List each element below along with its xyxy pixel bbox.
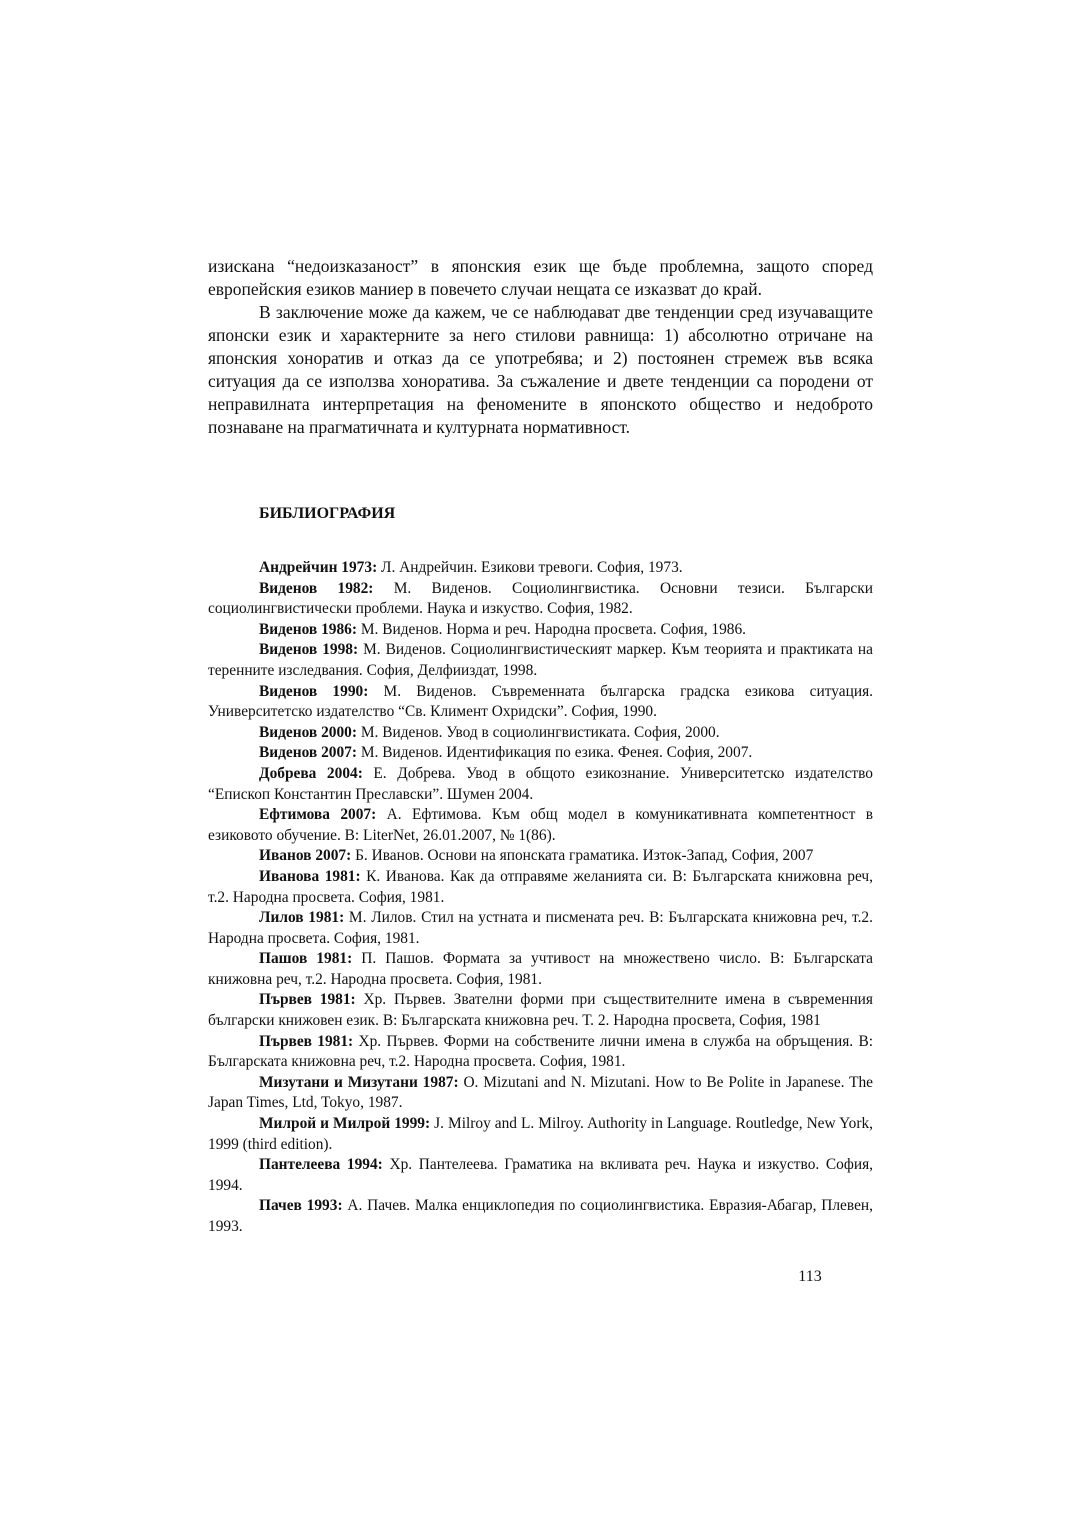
bibliography-entry <box>208 723 873 744</box>
entry-key: Иванов 2007: <box>259 847 352 865</box>
entry-text: М. Лилов. Стил на устната и писмената реч. В: Българската книжовна реч, т.2. Народна просвета. София, 1981. <box>208 909 873 947</box>
bibliography-entry <box>208 640 873 681</box>
entry-key: Първев 1981: <box>259 991 356 1009</box>
bibliography-entry <box>208 620 873 641</box>
entry-text: П. Пашов. Формата за учтивост на множествено число. В: Българската книжовна реч, т.2. Народна просвета. София, 1981. <box>208 950 873 988</box>
bibliography-entry <box>208 805 873 846</box>
bibliography-list <box>208 558 873 1238</box>
entry-key: Милрой и Милрой 1999: <box>259 1115 431 1133</box>
entry-key: Ефтимова 2007: <box>259 806 377 824</box>
entry-key: Лилов 1981: <box>259 909 345 927</box>
bibliography-entry <box>208 1114 873 1155</box>
entry-key: Мизутани и Мизутани 1987: <box>259 1073 459 1091</box>
bibliography-entry <box>208 1155 873 1196</box>
entry-key: Пантелеева 1994: <box>259 1156 383 1174</box>
bibliography-entry <box>208 990 873 1031</box>
entry-text: М. Виденов. Идентификация по езика. Фенея. София, 2007. <box>357 744 753 762</box>
bibliography-entry <box>208 1196 873 1237</box>
entry-key: Добрева 2004: <box>259 764 363 782</box>
bibliography-entry <box>208 908 873 949</box>
entry-key: Андрейчин 1973: <box>259 559 378 576</box>
bibliography-entry <box>208 743 873 764</box>
bibliography-entry <box>208 867 873 908</box>
entry-text: O. Mizutani and N. Mizutani. How to Be Polite in Japanese. The Japan Times, Ltd, Tokyo, 1987. <box>208 1073 873 1112</box>
entry-text: Б. Иванов. Основи на японската граматика. Изток-Запад, София, 2007 <box>351 847 814 865</box>
entry-key: Виденов 2007: <box>259 744 357 762</box>
bibliography-entry <box>208 1073 873 1114</box>
bibliography-entry <box>208 682 873 723</box>
entry-text: Хр. Първев. Форми на собствените лични имена в служба на обръщения. В: Българската книжовна реч, т.2. Народна просвета. София, 1981. <box>208 1032 873 1071</box>
entry-text: М. Виденов. Съвременната българска градска езикова ситуация. Университетско издателство “Св. Климент Охридски”. София, 1990. <box>208 682 873 721</box>
entry-text: М. Виденов. Социолингвистика. Основни тезиси. Български социолингвистически проблеми. Наука и изкуство. София, 1982. <box>208 579 873 618</box>
entry-text: А. Пачев. Малка енциклопедия по социолингвистика. Евразия-Абагар, Плевен, 1993. <box>208 1197 873 1235</box>
entry-text: Хр. Пантелеева. Граматика на вкливата реч. Наука и изкуство. София, 1994. <box>208 1156 873 1194</box>
body-paragraph-2: В заключение може да кажем, че се наблюдават две тенденции сред изучаващите японски език и характерните за него стилови равнища: 1) абсолютно отричане на японския хоноратив и отказ да се употребява; и 2) постоянен стремеж във всяка ситуация да се използва хоноратива. За съжаление и двете тенденции са породени от неправилната интерпретация на феномените в японското общество и недоброто познаване на прагматичната и културната нормативност. <box>208 302 873 437</box>
entry-text: К. Иванова. Как да отправяме желанията си. В: Българската книжовна реч, т.2. Народна просвета. София, 1981. <box>208 867 874 906</box>
entry-key: Виденов 1986: <box>259 620 357 638</box>
entry-text: М. Виденов. Норма и реч. Народна просвета. София, 1986. <box>357 620 747 638</box>
entry-key: Иванова 1981: <box>259 867 361 885</box>
entry-key: Виденов 1990: <box>259 682 369 700</box>
page-number: 113 <box>798 1268 822 1285</box>
entry-text: А. Ефтимова. Към общ модел в комуникативната компетентност в езиковото обучение. В: LiterNet, 26.01.2007, № 1(86). <box>208 806 873 844</box>
bibliography-entry <box>208 579 873 620</box>
bibliography-entry <box>208 558 873 579</box>
bibliography-heading: БИБЛИОГРАФИЯ <box>259 505 396 522</box>
bibliography-entry <box>208 949 873 990</box>
bibliography-entry <box>208 1032 873 1073</box>
entry-text: Л. Андрейчин. Езикови тревоги. София, 1973. <box>377 559 683 576</box>
bibliography-entry <box>208 764 873 805</box>
entry-key: Пашов 1981: <box>259 950 353 968</box>
page-content <box>208 255 873 1238</box>
entry-text: Е. Добрева. Увод в общото езикознание. Университетско издателство “Епископ Константин Преславски”. Шумен 2004. <box>208 764 873 803</box>
entry-text: Хр. Първев. Звателни форми при съществителните имена в съвременния български книжовен език. В: Българската книжовна реч. Т. 2. Народна просвета, София, 1981 <box>208 991 873 1030</box>
entry-key: Виденов 1982: <box>259 579 374 597</box>
entry-key: Виденов 2000: <box>259 723 357 741</box>
entry-text: J. Milroy and L. Milroy. Authority in Language. Routledge, New York, 1999 (third edition). <box>208 1115 874 1153</box>
entry-text: М. Виденов. Социолингвистическият маркер. Към теорията и практиката на теренните изследвания. София, Делфииздат, 1998. <box>208 641 873 679</box>
entry-text: М. Виденов. Увод в социолингвистиката. София, 2000. <box>357 723 720 741</box>
entry-key: Пачев 1993: <box>259 1197 343 1215</box>
entry-key: Първев 1981: <box>259 1032 354 1050</box>
entry-key: Виденов 1998: <box>259 641 359 659</box>
body-paragraph-1: изискана “недоизказаност” в японския език ще бъде проблемна, защото според европейския езиков маниер в повечето случаи нещата се изказват до край. <box>208 256 873 299</box>
bibliography-entry <box>208 846 873 867</box>
